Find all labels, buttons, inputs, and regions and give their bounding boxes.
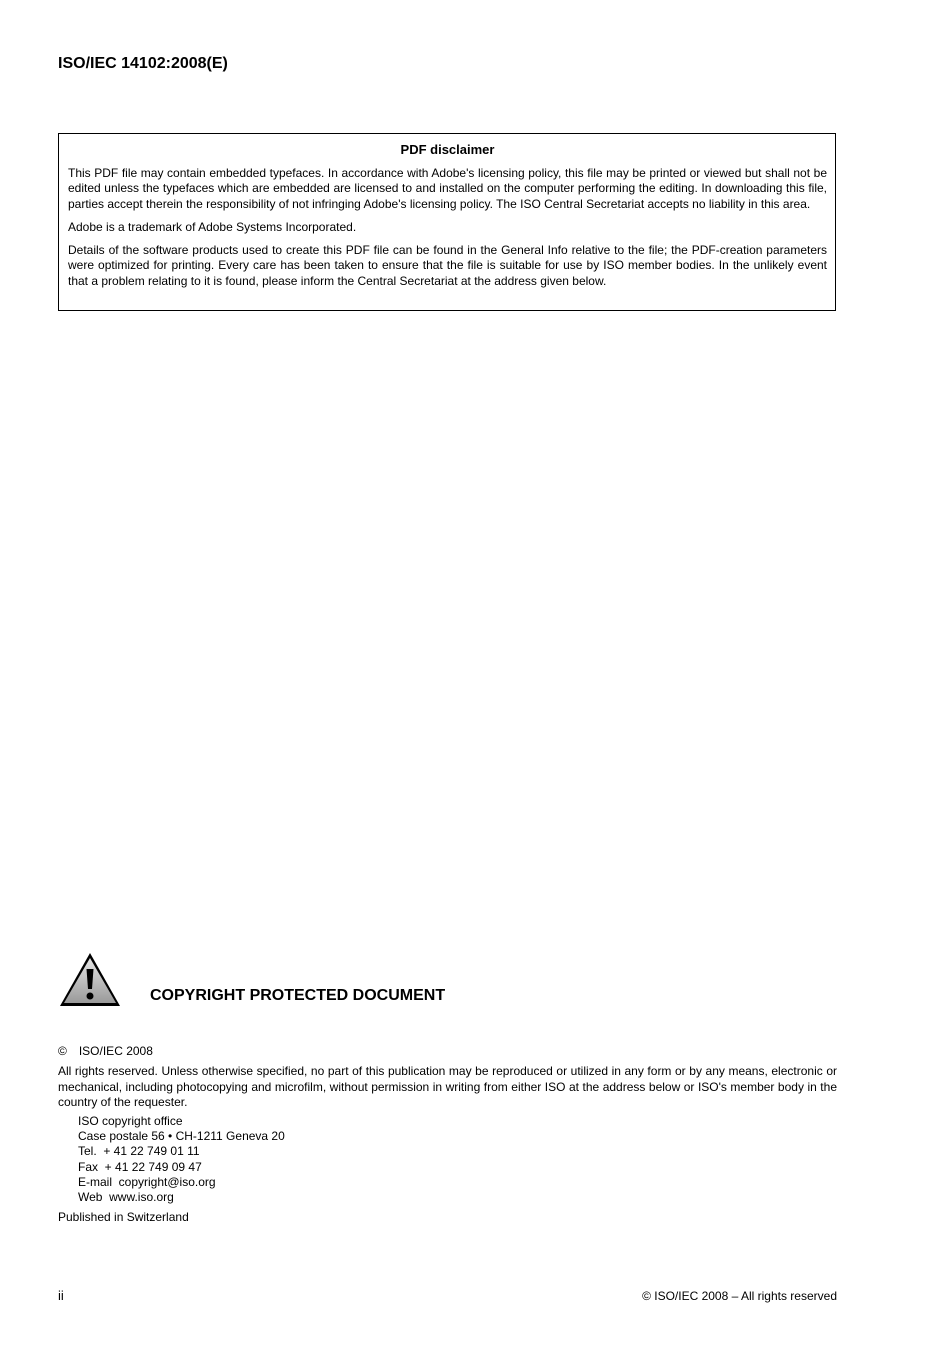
copyright-year-line — [58, 1044, 153, 1058]
address-office: ISO copyright office — [78, 1114, 183, 1128]
copyright-year-text: ISO/IEC 2008 — [78, 1044, 153, 1058]
disclaimer-title: PDF disclaimer — [400, 142, 495, 157]
published-location: Published in Switzerland — [58, 1210, 189, 1224]
disclaimer-paragraph-details: Details of the software products used to create this PDF file can be found in the General Info relative to the file; the PDF-creation parameters were optimized for printing. Every care has been taken to ensure that the file is suitable for use by ISO member bodies. In the unlikely event that a problem relating to it is found, please inform the Central Secretariat at the address given below. — [68, 243, 827, 288]
rights-reserved-text: All rights reserved. Unless otherwise specified, no part of this publication may be reproduced or utilized in any form or by any means, electronic or mechanical, including photocopying and microfilm, without permission in writing from either ISO at the address below or ISO's member body in the country of the requester. — [58, 1064, 837, 1109]
disclaimer-paragraph-typefaces: This PDF file may contain embedded typefaces. In accordance with Adobe's licensing policy, this file may be printed or viewed but shall not be edited unless the typefaces which are embedded are licensed to and installed on the computer performing the editing. In downloading this file, parties accept therein the responsibility of not infringing Adobe's licensing policy. The ISO Central Secretariat accepts no liability in this area. — [68, 166, 827, 211]
address-telephone: Tel. + 41 22 749 01 11 — [78, 1144, 200, 1159]
address-fax: Fax + 41 22 749 09 47 — [78, 1159, 202, 1174]
page-number: ii — [58, 1288, 64, 1303]
disclaimer-paragraph-trademark: Adobe is a trademark of Adobe Systems Incorporated. — [68, 219, 357, 234]
document-header-title: ISO/IEC 14102:2008(E) — [58, 55, 228, 72]
address-email: E-mail copyright@iso.org — [78, 1174, 216, 1189]
warning-triangle-icon — [58, 951, 122, 1008]
pdf-disclaimer-box — [58, 133, 836, 311]
iso-address-block — [78, 1114, 285, 1205]
address-postal: Case postale 56 • CH-1211 Geneva 20 — [78, 1129, 285, 1144]
address-web: Web www.iso.org — [78, 1190, 174, 1205]
copyright-heading: COPYRIGHT PROTECTED DOCUMENT — [150, 987, 446, 1004]
copyright-symbol: © — [58, 1044, 67, 1058]
footer-copyright: © ISO/IEC 2008 – All rights reserved — [642, 1289, 837, 1303]
